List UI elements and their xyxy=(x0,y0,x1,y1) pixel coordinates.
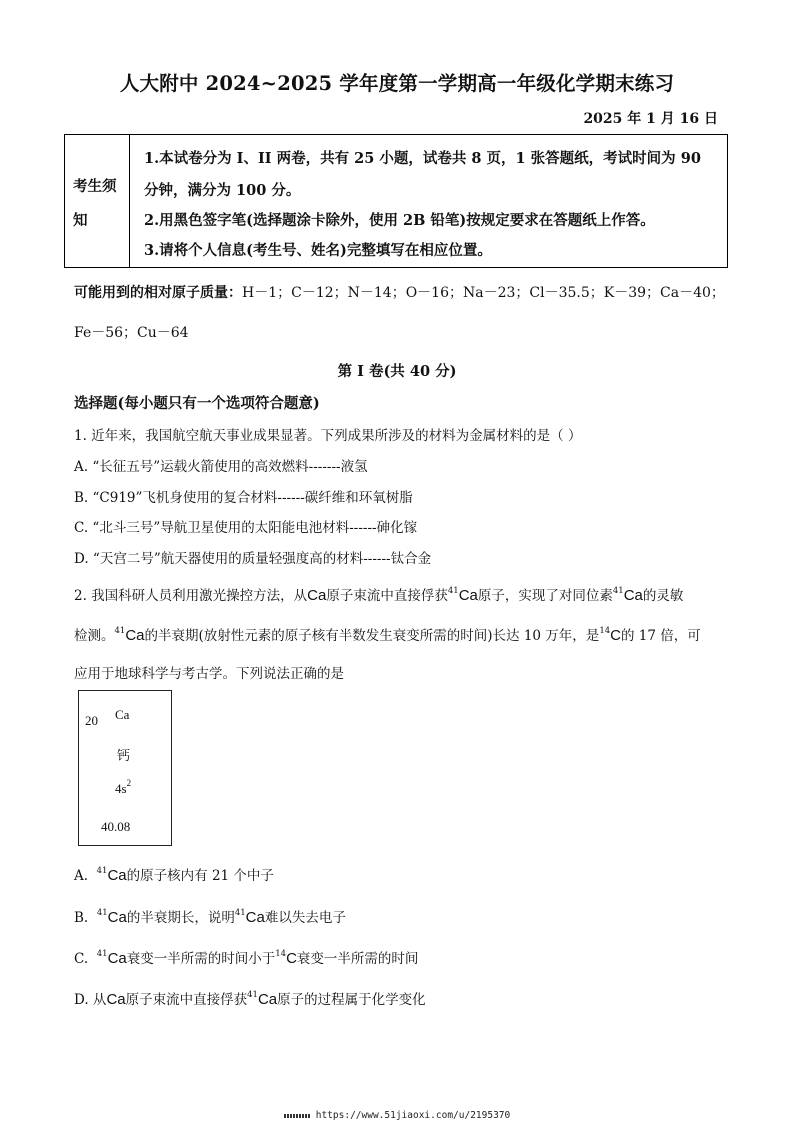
section-heading: 选择题(每小题只有一个选项符合题意) xyxy=(74,395,320,412)
question-1-option-a: A. “长征五号”运载火箭使用的高效燃料-------液氢 xyxy=(74,459,368,475)
element-symbol: Ca xyxy=(106,991,126,1008)
text: 的原子核内有 21 个中子 xyxy=(126,868,274,884)
text: 检测。 xyxy=(74,628,115,644)
element-symbol: Ca xyxy=(125,627,145,644)
text: 4s xyxy=(115,781,127,796)
footer-watermark xyxy=(0,1110,794,1121)
notice-line: 2.用黑色签字笔(选择题涂卡除外，使用 2B 铅笔)按规定要求在答题纸上作答。 xyxy=(144,212,655,229)
question-1-stem: 1. 近年来，我国航空航天事业成果显著。下列成果所涉及的材料为金属材料的是（ ） xyxy=(74,428,582,444)
mass-number: 14 xyxy=(599,626,611,636)
atomic-mass-line2: Fe－56；Cu－64 xyxy=(74,325,189,341)
mass-number: 41 xyxy=(447,586,459,596)
relative-atomic-mass: 40.08 xyxy=(101,819,131,834)
text: C. xyxy=(74,951,89,967)
section-title: 第 I 卷(共 40 分) xyxy=(337,363,457,380)
question-2-option-a xyxy=(74,864,274,884)
text: 原子的过程属于化学变化 xyxy=(277,992,426,1008)
element-symbol: Ca xyxy=(107,950,127,967)
element-card-symbol: Ca xyxy=(115,707,130,722)
mass-number: 41 xyxy=(612,586,624,596)
notice-line: 1.本试卷分为 I、II 两卷，共有 25 小题，试卷共 8 页，1 张答题纸，考试时间为 90 xyxy=(144,150,701,167)
superscript: 2 xyxy=(126,778,132,788)
mass-number: 41 xyxy=(114,626,126,636)
notice-label-line2: 知 xyxy=(73,212,88,229)
notice-label-line1: 考生须 xyxy=(73,178,117,195)
question-2-option-d xyxy=(74,988,426,1008)
mass-number: 41 xyxy=(234,908,246,918)
page-title: 人大附中 2024~2025 学年度第一学期高一年级化学期末练习 xyxy=(119,72,675,95)
mass-number: 14 xyxy=(275,949,287,959)
text: 2. 我国科研人员利用激光操控方法，从 xyxy=(74,588,308,604)
exam-date: 2025 年 1 月 16 日 xyxy=(583,111,718,127)
text: 原子束流中直接俘获 xyxy=(125,992,248,1008)
question-2-stem-line1 xyxy=(74,584,683,604)
question-2-stem-line3: 应用于地球科学与考古学。下列说法正确的是 xyxy=(74,666,344,682)
text: 的 17 倍，可 xyxy=(620,628,701,644)
text: 原子束流中直接俘获 xyxy=(326,588,448,604)
element-symbol: Ca xyxy=(623,587,643,604)
text: 衰变一半所需的时间小于 xyxy=(126,951,276,967)
mass-number: 41 xyxy=(96,949,108,959)
mass-number: 41 xyxy=(96,866,108,876)
text: 原子，实现了对同位素 xyxy=(477,588,613,604)
text: 的半衰期(放射性元素的原子核有半数发生衰变所需的时间)长达 10 万年，是 xyxy=(144,628,600,644)
notice-label xyxy=(65,135,130,267)
question-1-option-d: D. “天宫二号”航天器使用的质量轻强度高的材料------钛合金 xyxy=(74,551,432,567)
text: D. 从 xyxy=(74,992,107,1008)
question-1-option-b: B. “C919”飞机身使用的复合材料------碳纤维和环氧树脂 xyxy=(74,490,413,506)
question-2-option-b xyxy=(74,906,346,926)
atomic-mass-label: 可能用到的相对原子质量： xyxy=(74,285,242,301)
text: 衰变一半所需的时间 xyxy=(296,951,419,967)
text: 难以失去电子 xyxy=(264,910,346,926)
mass-number: 41 xyxy=(96,908,108,918)
element-symbol: Ca xyxy=(245,909,265,926)
periodic-element-card xyxy=(78,690,172,846)
question-1-option-c: C. “北斗三号”导航卫星使用的太阳能电池材料------砷化镓 xyxy=(74,520,418,536)
text: B. xyxy=(74,910,89,926)
element-card-name: 钙 xyxy=(117,748,131,763)
atomic-mass-line1 xyxy=(74,282,725,302)
question-2-stem-line2 xyxy=(74,624,701,644)
question-2-option-c xyxy=(74,947,418,967)
element-symbol: C xyxy=(610,627,621,644)
footer-url[interactable]: https://www.51jiaoxi.com/u/2195370 xyxy=(315,1110,511,1121)
text: 的半衰期长，说明 xyxy=(126,910,235,926)
watermark-logo-icon xyxy=(284,1114,310,1118)
notice-box xyxy=(64,134,728,268)
text: A. xyxy=(74,868,89,884)
element-symbol: Ca xyxy=(257,991,278,1008)
element-symbol: C xyxy=(286,950,297,967)
text: 的灵敏 xyxy=(642,588,684,604)
element-symbol: Ca xyxy=(307,587,327,604)
notice-line: 分钟，满分为 100 分。 xyxy=(144,182,301,199)
element-symbol: Ca xyxy=(458,587,478,604)
element-symbol: Ca xyxy=(107,909,127,926)
atomic-number: 20 xyxy=(85,713,98,728)
atomic-mass-values: H－1；C－12；N－14；O－16；Na－23；Cl－35.5；K－39；Ca－40； xyxy=(242,285,725,301)
notice-line: 3.请将个人信息(考生号、姓名)完整填写在相应位置。 xyxy=(144,242,492,259)
element-symbol: Ca xyxy=(107,867,127,884)
mass-number: 41 xyxy=(247,990,258,1000)
electron-config xyxy=(115,778,132,797)
